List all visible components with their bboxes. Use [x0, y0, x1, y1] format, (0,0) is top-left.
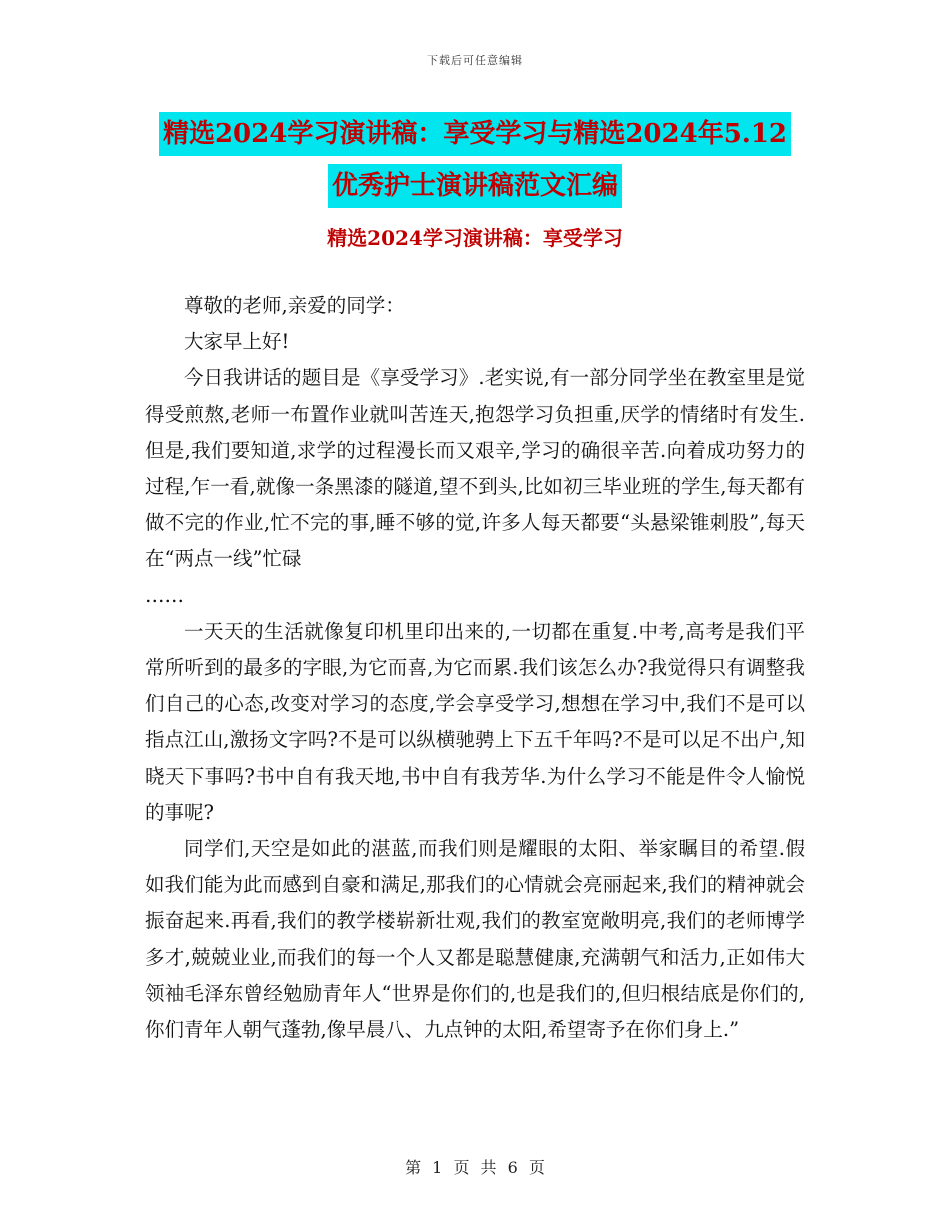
paragraph-2: 一天天的生活就像复印机里印出来的,一切都在重复.中考,高考是我们平常所听到的最多的字眼,为它而喜,为它而累.我们该怎么办?我觉得只有调整我们自己的心态,改变对学习的态度,学会享受学习,想想在学习中,我们不是可以指点江山,激扬文字吗?不是可以纵横驰骋上下五千年吗?不是可以足不出户,知晓天下事吗?书中自有我天地,书中自有我芳华.为什么学习不能是件令人愉悦的事呢?: [145, 619, 805, 824]
page-header-note: 下载后可任意编辑: [427, 54, 523, 67]
title-line-2: 优秀护士演讲稿范文汇编: [328, 164, 622, 208]
document-title: [120, 108, 830, 212]
section-subtitle: 精选2024学习演讲稿：享受学习: [327, 226, 623, 250]
greeting: 大家早上好!: [184, 330, 290, 354]
ellipsis: ……: [145, 583, 184, 607]
salutation: 尊敬的老师,亲爱的同学：: [184, 294, 405, 317]
title-line-1: 精选2024学习演讲稿：享受学习与精选2024年5.12: [159, 112, 791, 156]
paragraph-3: 同学们,天空是如此的湛蓝,而我们则是耀眼的太阳、举家瞩目的希望.假如我们能为此而感到自豪和满足,那我们的心情就会亮丽起来,我们的精神就会振奋起来.再看,我们的教学楼崭新壮观,我们的教室宽敞明亮,我们的老师博学多才,兢兢业业,而我们的每一个人又都是聪慧健康,充满朝气和活力,正如伟大领袖毛泽东曾经勉励青年人“世界是你们的,也是我们的,但归根结底是你们的,你们青年人朝气蓬勃,像早晨八、九点钟的太阳,希望寄予在你们身上.”: [145, 837, 805, 1042]
speech-body: [145, 288, 805, 1048]
paragraph-1: 今日我讲话的题目是《享受学习》.老实说,有一部分同学坐在教室里是觉得受煎熬,老师一布置作业就叫苦连天,抱怨学习负担重,厌学的情绪时有发生.但是,我们要知道,求学的过程漫长而又艰辛,学习的确很辛苦.向着成功努力的过程,乍一看,就像一条黑漆的隧道,望不到头,比如初三毕业班的学生,每天都有做不完的作业,忙不完的事,睡不够的觉,许多人每天都要“头悬梁锥刺股”,每天在“两点一线”忙碌: [145, 366, 805, 571]
page-number-footer: 第 1 页 共 6 页: [405, 1158, 545, 1177]
